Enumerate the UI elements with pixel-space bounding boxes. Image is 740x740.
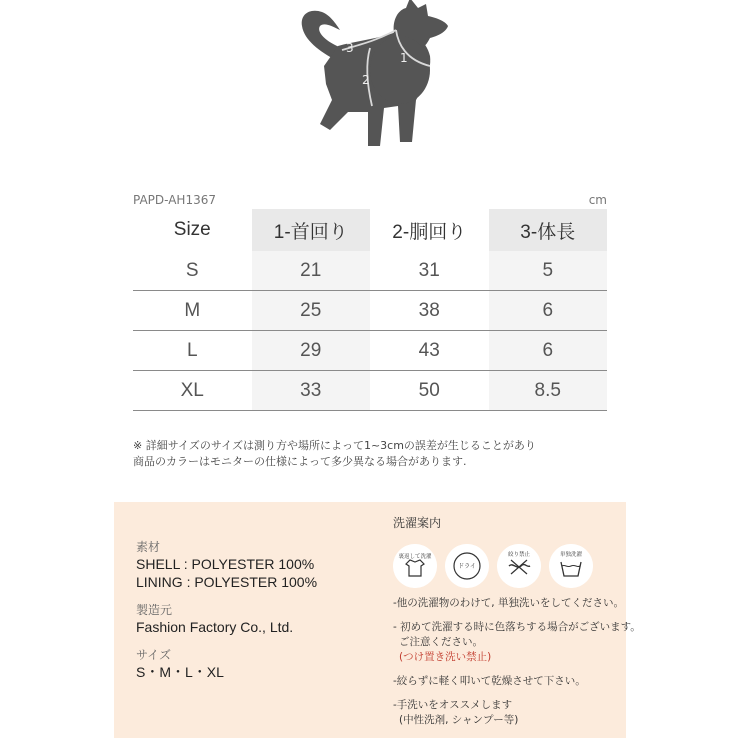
table-cell: 21 [252,251,371,291]
note-line-2: 商品のカラーはモニターの仕様によって多少異なる場合があります. [133,455,467,468]
dog-measurement-figure [280,0,460,155]
header-length: 3-体長 [489,209,608,251]
measure-label-3: 3 [346,41,354,55]
table-cell: L [133,331,252,371]
material-shell: SHELL : POLYESTER 100% [136,556,315,572]
wash-line-4: (つけ置き洗い禁止) [399,651,492,663]
wash-line-2: - 初めて洗濯する時に色落ちする場合がございます。 [393,621,641,633]
note-line-1: ※ 詳細サイズのサイズは測り方や場所によって1~3cmの誤差が生じることがあり [133,439,536,452]
header-neck: 1-首回り [252,209,371,251]
dog-silhouette [302,0,448,146]
sizes-label: サイズ [136,648,172,662]
svg-text:ドライ: ドライ [458,563,476,570]
table-cell: 5 [489,251,608,291]
measure-label-1: 1 [400,51,408,65]
table-cell: 50 [370,371,489,411]
table-cell: 43 [370,331,489,371]
wash-line-3: ご注意ください。 [399,636,483,648]
svg-text:裏返して洗濯: 裏返して洗濯 [398,554,432,560]
wash-tub-icon [549,544,593,588]
wash-line-7: (中性洗剤, シャンプー等) [399,714,519,726]
table-cell: XL [133,371,252,411]
size-note [133,438,613,470]
table-cell: M [133,291,252,331]
sizes-value: S・M・L・XL [136,664,224,680]
washing-guide [393,514,641,726]
table-cell: 33 [252,371,371,411]
table-row [133,331,607,371]
wash-line-5: -絞らずに軽く叩いて乾燥させて下さい。 [393,675,586,687]
wash-line-1: -他の洗濯物のわけて, 単独洗いをしてください。 [393,597,624,609]
table-row [133,291,607,331]
table-header-row [133,209,607,251]
svg-text:単独洗濯: 単独洗濯 [559,552,583,558]
unit-label: cm [588,193,607,207]
table-cell: 6 [489,291,608,331]
table-row [133,251,607,291]
table-cell: 8.5 [489,371,608,411]
size-table [133,209,607,411]
header-chest: 2-胴回り [370,209,489,251]
table-cell: 25 [252,291,371,331]
no-wring-icon [497,544,541,588]
table-row [133,371,607,411]
table-cell: 38 [370,291,489,331]
table-cell: 31 [418,259,440,281]
maker-name: Fashion Factory Co., Ltd. [136,619,294,635]
product-details [136,540,366,681]
material-label: 素材 [136,540,161,554]
header-size: Size [133,209,252,251]
table-cell: S [185,259,199,281]
maker-label: 製造元 [136,603,173,617]
svg-text:絞り禁止: 絞り禁止 [507,552,531,558]
hand-wash-icon [393,544,437,588]
washing-title: 洗濯案内 [393,516,442,530]
table-cell: 6 [489,331,608,371]
measure-label-2: 2 [362,73,370,87]
table-cell: 29 [252,331,371,371]
product-code: PAPD-AH1367 [133,193,216,207]
washing-icons [393,544,633,590]
wash-line-6: -手洗いをオススメします [393,699,513,711]
material-lining: LINING : POLYESTER 100% [136,574,318,590]
no-dry-clean-icon [445,544,489,588]
washing-instructions [393,596,641,728]
product-info-panel [114,502,641,738]
